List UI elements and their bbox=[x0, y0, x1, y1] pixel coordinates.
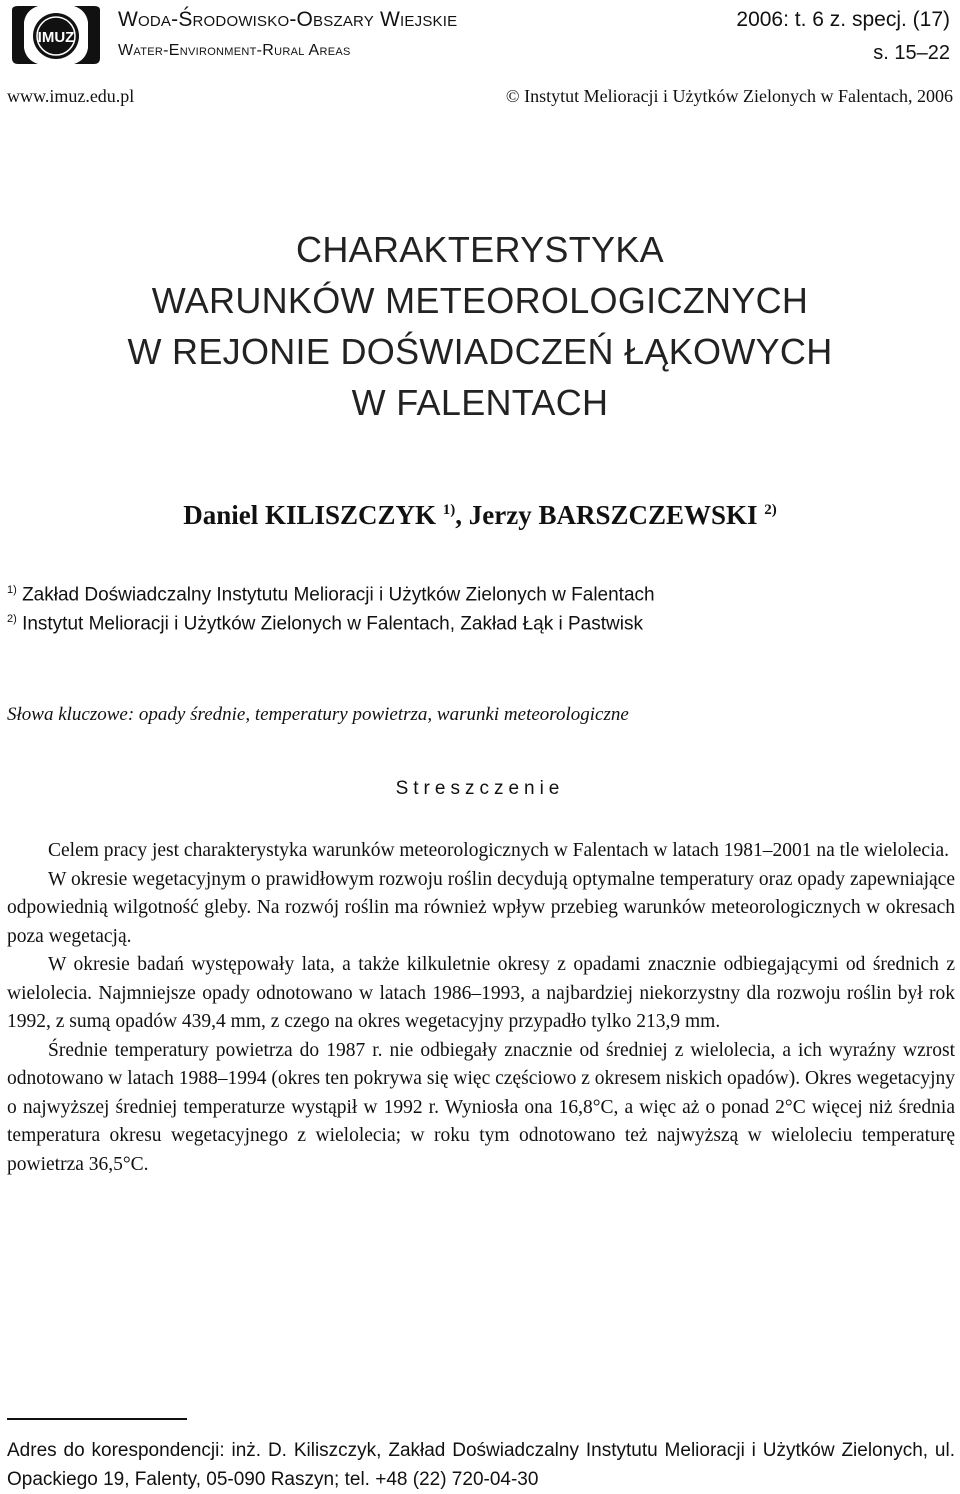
website-link[interactable]: www.imuz.edu.pl bbox=[7, 86, 135, 106]
affiliation-mark: 1) bbox=[7, 584, 17, 596]
title-line: W REJONIE DOŚWIADCZEŃ ŁĄKOWYCH bbox=[127, 331, 833, 372]
page-range: s. 15–22 bbox=[873, 42, 950, 64]
imuz-logo-graphic bbox=[8, 6, 104, 66]
author-affiliation-mark: 1) bbox=[442, 502, 456, 518]
author-name: Daniel KILISZCZYK bbox=[183, 500, 437, 530]
imuz-logo bbox=[8, 6, 104, 66]
abstract-paragraph: Średnie temperatury powietrza do 1987 r. nie odbiegały znacznie od średniej z wielolecia, a ich wyraźny wzrost odnotowano w latach 1988–1994 (okres ten pokrywa się więc częściowo z okresem niskich opadów). Okres wegetacyjny o najwyższej średniej temperaturze wystąpił w 1992 r. Wyniosła ona 16,8°C, a więc aż o ponad 2°C więcej niż średnia temperatura okresu wegetacyjnego z wielolecia; w roku tym odnotowano też najwyższą w wieloleciu temperaturę powietrza 36,5°C. bbox=[7, 1039, 955, 1175]
abstract-paragraph: W okresie badań występowały lata, a także kilkuletnie okresy z opadami znacznie odbiegającymi od średnich z wielolecia. Najmniejsze opady odnotowano w latach 1986–1993, a najbardziej niekorzystny dla rozwoju roślin był rok 1992, z sumą opadów 439,4 mm, z czego na okres wegetacyjny przypadło tylko 213,9 mm. bbox=[7, 954, 955, 1032]
abstract-body bbox=[7, 837, 955, 1179]
journal-title-pl: Woda-Środowisko-Obszary Wiejskie bbox=[118, 8, 458, 31]
title-line: WARUNKÓW METEOROLOGICZNYCH bbox=[151, 280, 809, 321]
abstract-heading: Streszczenie bbox=[395, 778, 565, 799]
abstract-paragraph: Celem pracy jest charakterystyka warunków meteorologicznych w Falentach w latach 1981–2001 na tle wielolecia. bbox=[48, 840, 950, 861]
title-line: W FALENTACH bbox=[351, 382, 609, 423]
abstract-paragraph: W okresie wegetacyjnym o prawidłowym rozwoju roślin decydują optymalne temperatury oraz opady zapewniające odpowiednią wilgotność gleby. Na rozwój roślin ma również wpływ przebieg warunków meteorologicznych w okresach poza wegetacją. bbox=[7, 868, 955, 947]
footnote-divider bbox=[7, 1418, 187, 1420]
affiliation-mark: 2) bbox=[7, 613, 17, 625]
keywords: Słowa kluczowe: opady średnie, temperatury powietrza, warunki meteorologiczne bbox=[7, 704, 629, 725]
affiliation-text: Zakład Doświadczalny Instytutu Melioracji i Użytków Zielonych w Falentach bbox=[22, 584, 655, 606]
journal-title-en: Water-Environment-Rural Areas bbox=[118, 42, 351, 59]
author-affiliation-mark: 2) bbox=[764, 502, 777, 518]
author-name: Jerzy BARSZCZEWSKI bbox=[468, 500, 758, 530]
affiliation-text: Instytut Melioracji i Użytków Zielonych w Falentach, Zakład Łąk i Pastwisk bbox=[22, 613, 643, 635]
author-separator: , bbox=[455, 500, 469, 530]
journal-volume: 2006: t. 6 z. specj. (17) bbox=[736, 8, 950, 31]
correspondence-address: Adres do korespondencji: inż. D. Kiliszczyk, Zakład Doświadczalny Instytutu Melioracji i Użytków Zielonych, ul. Opackiego 19, Falenty, 05-090 Raszyn; tel. +48 (22) 720-04-30 bbox=[7, 1440, 955, 1490]
title-line: CHARAKTERYSTYKA bbox=[296, 229, 664, 270]
copyright-notice: © Instytut Melioracji i Użytków Zielonych w Falentach, 2006 bbox=[505, 86, 953, 106]
affiliation bbox=[7, 584, 655, 606]
affiliation bbox=[7, 613, 643, 635]
logo-text: IMUZ bbox=[37, 29, 75, 46]
author-list bbox=[0, 500, 960, 531]
paper-title bbox=[0, 224, 960, 428]
